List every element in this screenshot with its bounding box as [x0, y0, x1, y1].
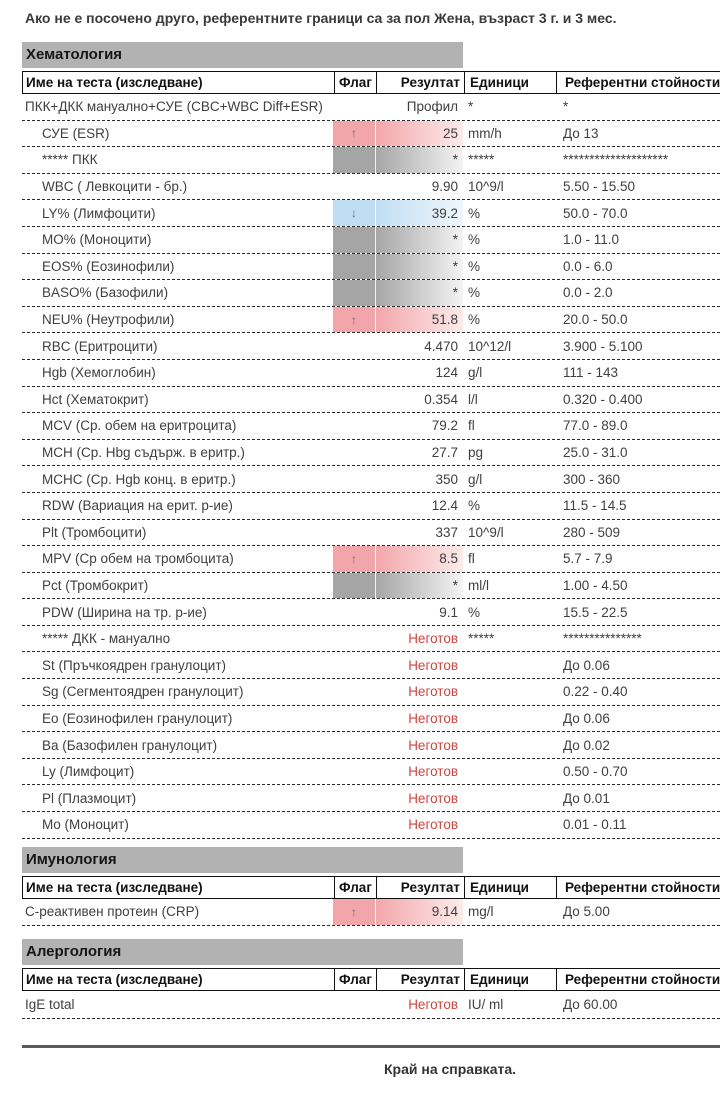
test-row — [22, 732, 720, 759]
flag-arrow-up-icon: ↑ — [351, 904, 357, 919]
result-value: 8.5 — [439, 551, 458, 567]
result-value: 27.7 — [431, 445, 458, 461]
result-value: * — [452, 258, 458, 274]
test-name: LY% (Лимфоцити) — [42, 205, 156, 221]
reference-range: 20.0 - 50.0 — [563, 312, 628, 328]
result-value: * — [452, 285, 458, 301]
test-row — [22, 991, 720, 1019]
flag-arrow-down-icon: ↓ — [351, 206, 357, 221]
reference-range: 280 - 509 — [563, 524, 621, 540]
units-value: l/l — [468, 391, 478, 407]
result-value: 25 — [442, 125, 458, 141]
test-row — [22, 520, 720, 547]
result-value: 4.470 — [424, 338, 458, 354]
column-header-flag: Флаг — [334, 969, 376, 990]
units-value: % — [468, 498, 481, 514]
units-value: % — [468, 205, 481, 221]
test-row — [22, 227, 720, 254]
test-name: Pct (Тромбокрит) — [42, 577, 149, 593]
test-row — [22, 147, 720, 174]
reference-range: 11.5 - 14.5 — [563, 498, 627, 514]
test-name: St (Пръчкоядрен гранулоцит) — [42, 657, 226, 673]
units-value: g/l — [468, 365, 483, 381]
table-header-row — [22, 71, 720, 94]
column-header-reference: Референтни стойности — [556, 877, 720, 898]
units-value: mg/l — [468, 904, 494, 920]
test-name: RDW (Вариация на ерит. р-ие) — [42, 498, 233, 514]
reference-range: До 5.00 — [563, 904, 610, 920]
test-name: PDW (Ширина на тр. р-ие) — [42, 604, 207, 620]
column-header-name: Име на теста (изследване) — [26, 972, 203, 988]
result-value: 79.2 — [431, 418, 458, 434]
result-value: Неготов — [408, 790, 458, 806]
column-header-units: Единици — [464, 877, 556, 898]
result-value: * — [452, 152, 458, 168]
units-value: 10^9/l — [468, 179, 504, 195]
section — [22, 42, 720, 839]
test-name: ***** ДКК - мануално — [42, 631, 171, 647]
flag-arrow-up-icon: ↑ — [351, 126, 357, 141]
reference-note: Ако не е посочено друго, референтните граници са за пол Жена, възраст 3 г. и 3 мес. — [25, 10, 617, 26]
test-name: MCH (Ср. Hbg съдърж. в еритр.) — [42, 445, 245, 461]
test-row — [22, 413, 720, 440]
end-divider — [22, 1045, 720, 1048]
table-header-row — [22, 968, 720, 991]
test-row — [22, 599, 720, 626]
column-header-name: Име на теста (изследване) — [26, 879, 203, 895]
result-value: 124 — [435, 365, 458, 381]
reference-range: 0.320 - 0.400 — [563, 391, 643, 407]
test-row — [22, 759, 720, 786]
test-row — [22, 280, 720, 307]
section-title: Алергология — [22, 939, 463, 965]
result-value: 12.4 — [431, 498, 458, 514]
result-value: 9.14 — [431, 904, 458, 920]
test-row — [22, 785, 720, 812]
test-name: MO% (Моноцити) — [42, 232, 152, 248]
units-value: % — [468, 232, 481, 248]
result-value: 39.2 — [431, 205, 458, 221]
reference-range: До 0.02 — [563, 737, 610, 753]
test-name: MCV (Ср. обем на еритроцита) — [42, 418, 237, 434]
result-value: 51.8 — [431, 312, 458, 328]
test-row — [22, 387, 720, 414]
units-value: pg — [468, 445, 484, 461]
column-header-result: Резултат — [376, 969, 464, 990]
column-header-reference: Референтни стойности — [556, 969, 720, 990]
units-value: % — [468, 258, 481, 274]
test-name: Hgb (Хемоглобин) — [42, 365, 156, 381]
column-header-name: Име на теста (изследване) — [26, 75, 203, 90]
test-row — [22, 440, 720, 467]
test-name: MCHC (Ср. Hgb конц. в еритр.) — [42, 471, 236, 487]
test-name: Plt (Тромбоцити) — [42, 524, 147, 540]
result-value: Неготов — [408, 996, 458, 1012]
result-value: 337 — [435, 524, 458, 540]
reference-range: 50.0 - 70.0 — [563, 205, 628, 221]
result-value: * — [452, 577, 458, 593]
test-row — [22, 94, 720, 121]
test-row — [22, 493, 720, 520]
column-header-result: Резултат — [376, 877, 464, 898]
test-name: ПКК+ДКК мануално+СУЕ (CBC+WBC Diff+ESR) — [25, 99, 323, 115]
test-name: ***** ПКК — [42, 152, 98, 168]
result-value: 9.90 — [431, 179, 458, 195]
test-name: WBC ( Левкоцити - бр.) — [42, 179, 188, 195]
section — [22, 939, 720, 1019]
column-header-result: Резултат — [376, 72, 464, 93]
reference-range: 77.0 - 89.0 — [563, 418, 628, 434]
result-value: Неготов — [408, 817, 458, 833]
table-header-row — [22, 876, 720, 899]
test-row — [22, 254, 720, 281]
reference-range: 5.7 - 7.9 — [563, 551, 613, 567]
test-row — [22, 812, 720, 839]
test-row — [22, 679, 720, 706]
result-value: Неготов — [408, 631, 458, 647]
reference-range: *************** — [563, 631, 642, 647]
section — [22, 847, 720, 927]
reference-range: 5.50 - 15.50 — [563, 179, 636, 195]
report-sections — [0, 42, 720, 1019]
reference-range: ******************** — [563, 152, 669, 168]
units-value: 10^9/l — [468, 524, 504, 540]
units-value: * — [468, 99, 474, 115]
reference-range: 300 - 360 — [563, 471, 621, 487]
test-name: BASO% (Базофили) — [42, 285, 169, 301]
units-value: IU/ ml — [468, 996, 504, 1012]
reference-range: 0.22 - 0.40 — [563, 684, 628, 700]
test-row — [22, 652, 720, 679]
test-row — [22, 307, 720, 334]
test-name: RBC (Еритроцити) — [42, 338, 158, 354]
units-value: fl — [468, 551, 475, 567]
test-name: NEU% (Неутрофили) — [42, 312, 175, 328]
column-header-reference: Референтни стойности — [556, 72, 720, 93]
reference-range: 0.0 - 2.0 — [563, 285, 613, 301]
reference-range: 1.0 - 11.0 — [563, 232, 620, 248]
test-row — [22, 360, 720, 387]
reference-range: 25.0 - 31.0 — [563, 445, 628, 461]
test-row — [22, 899, 720, 927]
test-name: Ba (Базофилен гранулоцит) — [42, 737, 218, 753]
reference-range: 1.00 - 4.50 — [563, 577, 628, 593]
reference-range: До 60.00 — [563, 996, 618, 1012]
units-value: ml/l — [468, 577, 489, 593]
reference-range: До 13 — [563, 125, 599, 141]
units-value: g/l — [468, 471, 483, 487]
test-row — [22, 174, 720, 201]
reference-range: До 0.01 — [563, 790, 610, 806]
test-row — [22, 573, 720, 600]
test-name: EOS% (Еозинофили) — [42, 258, 175, 274]
units-value: fl — [468, 418, 475, 434]
reference-range: До 0.06 — [563, 657, 610, 673]
reference-range: 0.01 - 0.11 — [563, 817, 627, 833]
units-value: ***** — [468, 152, 495, 168]
test-row — [22, 546, 720, 573]
result-value: Неготов — [408, 764, 458, 780]
units-value: ***** — [468, 631, 495, 647]
section-title: Хематология — [22, 42, 463, 68]
test-row — [22, 200, 720, 227]
reference-range: 0.50 - 0.70 — [563, 764, 628, 780]
test-name: Mo (Моноцит) — [42, 817, 129, 833]
units-value: mm/h — [468, 125, 502, 141]
reference-range: 111 - 143 — [563, 365, 619, 381]
test-name: Sg (Сегментоядрен гранулоцит) — [42, 684, 244, 700]
reference-range: 0.0 - 6.0 — [563, 258, 613, 274]
test-row — [22, 121, 720, 148]
test-row — [22, 466, 720, 493]
flag-arrow-up-icon: ↑ — [351, 312, 357, 327]
test-row — [22, 626, 720, 653]
reference-range: * — [563, 99, 569, 115]
test-name: Hct (Хематокрит) — [42, 391, 149, 407]
result-value: 350 — [435, 471, 458, 487]
result-value: Неготов — [408, 657, 458, 673]
reference-range: До 0.06 — [563, 710, 610, 726]
end-of-report-text: Край на справката. — [383, 1060, 517, 1077]
lab-report-page — [0, 9, 720, 1098]
column-header-flag: Флаг — [334, 72, 376, 93]
test-name: С-реактивен протеин (CRP) — [25, 904, 200, 920]
column-header-units: Единици — [464, 72, 556, 93]
result-value: Профил — [406, 99, 458, 115]
test-row — [22, 333, 720, 360]
result-value: Неготов — [408, 737, 458, 753]
result-value: 9.1 — [439, 604, 458, 620]
test-name: Eo (Еозинофилен гранулоцит) — [42, 710, 233, 726]
result-value: Неготов — [408, 710, 458, 726]
reference-range: 15.5 - 22.5 — [563, 604, 628, 620]
test-name: IgE total — [25, 996, 75, 1012]
reference-range: 3.900 - 5.100 — [563, 338, 643, 354]
units-value: % — [468, 312, 481, 328]
result-value: Неготов — [408, 684, 458, 700]
end-of-report — [0, 1060, 720, 1078]
units-value: % — [468, 285, 481, 301]
column-header-units: Единици — [464, 969, 556, 990]
result-value: * — [452, 232, 458, 248]
units-value: 10^12/l — [468, 338, 512, 354]
column-header-flag: Флаг — [334, 877, 376, 898]
flag-arrow-up-icon: ↑ — [351, 551, 357, 566]
test-name: Ly (Лимфоцит) — [42, 764, 135, 780]
section-title: Имунология — [22, 847, 463, 873]
test-row — [22, 706, 720, 733]
units-value: % — [468, 604, 481, 620]
test-name: MPV (Ср обем на тромбоцита) — [42, 551, 234, 567]
test-name: Pl (Плазмоцит) — [42, 790, 137, 806]
test-name: СУЕ (ESR) — [42, 125, 110, 141]
result-value: 0.354 — [424, 391, 458, 407]
